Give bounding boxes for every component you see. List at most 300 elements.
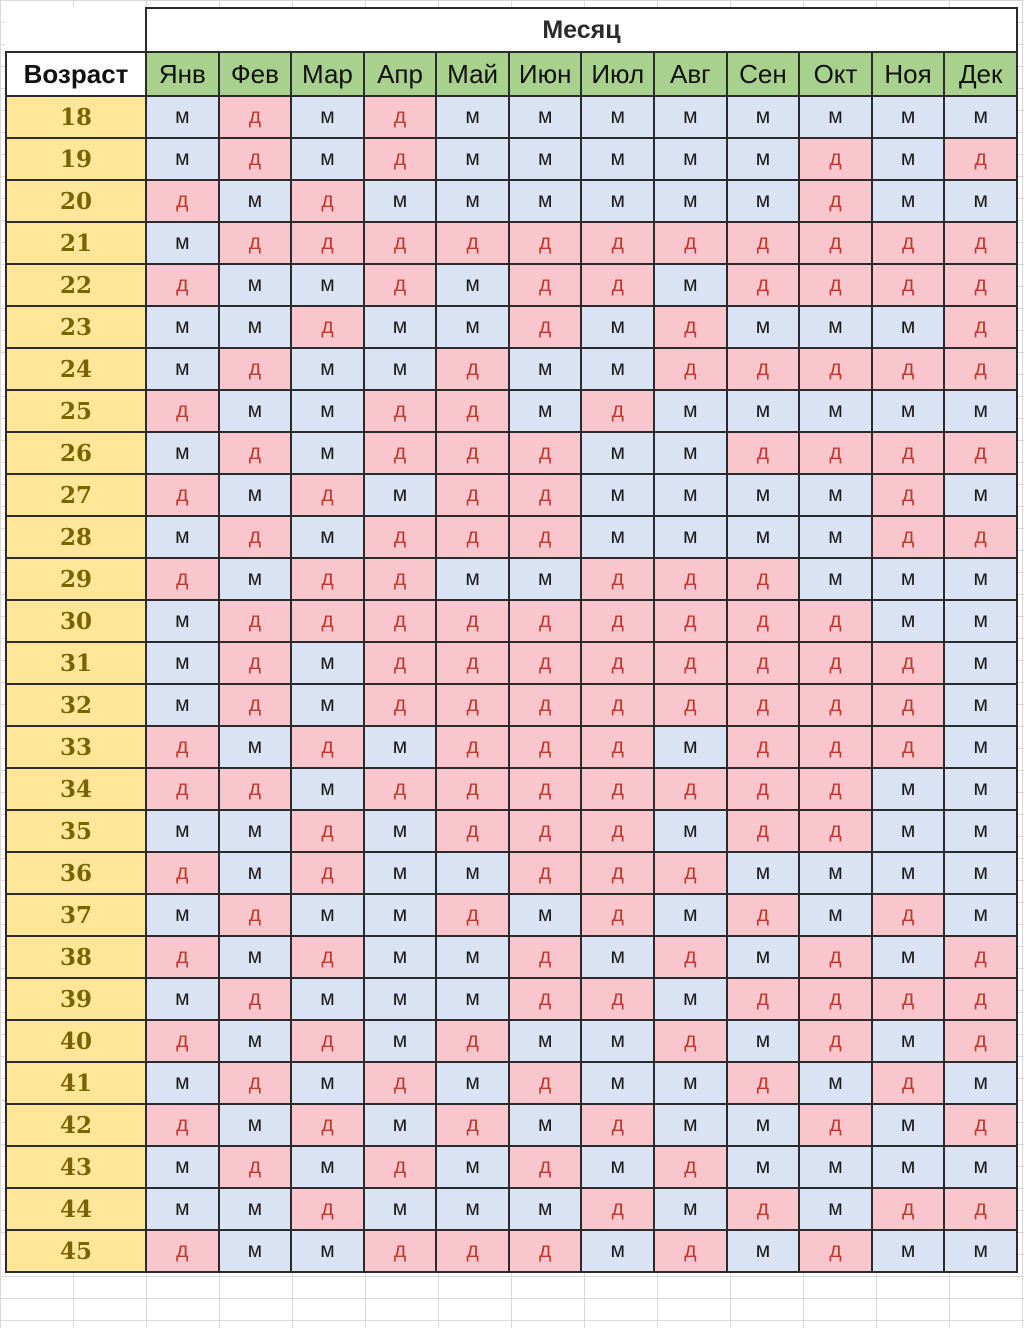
boy-cell[interactable]: м [654,1062,727,1104]
age-cell[interactable]: 35 [6,810,146,852]
girl-cell[interactable]: д [799,1104,872,1146]
boy-cell[interactable]: м [436,180,509,222]
girl-cell[interactable]: д [436,474,509,516]
boy-cell[interactable]: м [727,1146,800,1188]
girl-cell[interactable]: д [872,978,945,1020]
boy-cell[interactable]: м [436,978,509,1020]
girl-cell[interactable]: д [727,1062,800,1104]
girl-cell[interactable]: д [436,222,509,264]
boy-cell[interactable]: м [799,516,872,558]
boy-cell[interactable]: м [727,474,800,516]
girl-cell[interactable]: д [219,894,292,936]
girl-cell[interactable]: д [581,1188,654,1230]
boy-cell[interactable]: м [872,390,945,432]
girl-cell[interactable]: д [581,768,654,810]
age-cell[interactable]: 26 [6,432,146,474]
boy-cell[interactable]: м [219,474,292,516]
girl-cell[interactable]: д [436,390,509,432]
girl-cell[interactable]: д [654,1146,727,1188]
girl-cell[interactable]: д [872,516,945,558]
girl-cell[interactable]: д [581,684,654,726]
age-cell[interactable]: 40 [6,1020,146,1062]
boy-cell[interactable]: м [436,96,509,138]
boy-cell[interactable]: м [944,390,1017,432]
girl-cell[interactable]: д [799,768,872,810]
girl-cell[interactable]: д [581,1104,654,1146]
girl-cell[interactable]: д [799,222,872,264]
girl-cell[interactable]: д [291,1104,364,1146]
boy-cell[interactable]: м [291,684,364,726]
boy-cell[interactable]: м [654,894,727,936]
boy-cell[interactable]: м [146,306,219,348]
boy-cell[interactable]: м [581,432,654,474]
boy-cell[interactable]: м [799,306,872,348]
boy-cell[interactable]: м [872,810,945,852]
girl-cell[interactable]: д [364,1146,437,1188]
boy-cell[interactable]: м [581,1020,654,1062]
boy-cell[interactable]: м [219,558,292,600]
boy-cell[interactable]: м [291,978,364,1020]
boy-cell[interactable]: м [581,306,654,348]
girl-cell[interactable]: д [509,684,582,726]
boy-cell[interactable]: м [146,1146,219,1188]
boy-cell[interactable]: м [146,222,219,264]
boy-cell[interactable]: м [146,600,219,642]
boy-cell[interactable]: м [727,852,800,894]
boy-cell[interactable]: м [872,138,945,180]
boy-cell[interactable]: м [799,1062,872,1104]
boy-cell[interactable]: м [872,558,945,600]
boy-cell[interactable]: м [509,1104,582,1146]
boy-cell[interactable]: м [944,96,1017,138]
girl-cell[interactable]: д [509,474,582,516]
girl-cell[interactable]: д [872,642,945,684]
boy-cell[interactable]: м [872,1104,945,1146]
boy-cell[interactable]: м [364,348,437,390]
girl-cell[interactable]: д [436,516,509,558]
boy-cell[interactable]: м [581,516,654,558]
age-cell[interactable]: 24 [6,348,146,390]
girl-cell[interactable]: д [872,432,945,474]
month-header-9[interactable]: Сен [727,52,800,96]
girl-cell[interactable]: д [364,1230,437,1272]
boy-cell[interactable]: м [799,558,872,600]
boy-cell[interactable]: м [654,1188,727,1230]
girl-cell[interactable]: д [581,894,654,936]
girl-cell[interactable]: д [799,180,872,222]
boy-cell[interactable]: м [364,852,437,894]
girl-cell[interactable]: д [581,558,654,600]
boy-cell[interactable]: м [944,180,1017,222]
girl-cell[interactable]: д [944,222,1017,264]
girl-cell[interactable]: д [146,726,219,768]
boy-cell[interactable]: м [364,1020,437,1062]
boy-cell[interactable]: м [944,810,1017,852]
age-cell[interactable]: 33 [6,726,146,768]
girl-cell[interactable]: д [872,474,945,516]
boy-cell[interactable]: м [291,432,364,474]
age-cell[interactable]: 27 [6,474,146,516]
boy-cell[interactable]: м [436,1188,509,1230]
boy-cell[interactable]: м [727,306,800,348]
boy-cell[interactable]: м [581,936,654,978]
girl-cell[interactable]: д [436,1020,509,1062]
girl-cell[interactable]: д [146,1020,219,1062]
month-header-10[interactable]: Окт [799,52,872,96]
girl-cell[interactable]: д [727,1188,800,1230]
girl-cell[interactable]: д [364,138,437,180]
boy-cell[interactable]: м [436,1146,509,1188]
girl-cell[interactable]: д [219,978,292,1020]
boy-cell[interactable]: м [872,96,945,138]
girl-cell[interactable]: д [799,1230,872,1272]
month-header-1[interactable]: Янв [146,52,219,96]
boy-cell[interactable]: м [944,768,1017,810]
girl-cell[interactable]: д [581,390,654,432]
boy-cell[interactable]: м [509,390,582,432]
girl-cell[interactable]: д [509,1230,582,1272]
boy-cell[interactable]: м [291,894,364,936]
girl-cell[interactable]: д [146,1104,219,1146]
girl-cell[interactable]: д [509,978,582,1020]
girl-cell[interactable]: д [799,642,872,684]
girl-cell[interactable]: д [364,684,437,726]
boy-cell[interactable]: м [581,1230,654,1272]
boy-cell[interactable]: м [509,1020,582,1062]
boy-cell[interactable]: м [872,306,945,348]
boy-cell[interactable]: м [291,264,364,306]
girl-cell[interactable]: д [364,642,437,684]
girl-cell[interactable]: д [219,600,292,642]
boy-cell[interactable]: м [219,180,292,222]
girl-cell[interactable]: д [436,1104,509,1146]
girl-cell[interactable]: д [436,810,509,852]
girl-cell[interactable]: д [509,852,582,894]
boy-cell[interactable]: м [219,1188,292,1230]
boy-cell[interactable]: м [581,474,654,516]
boy-cell[interactable]: м [436,936,509,978]
month-header-11[interactable]: Ноя [872,52,945,96]
boy-cell[interactable]: м [944,852,1017,894]
girl-cell[interactable]: д [727,810,800,852]
boy-cell[interactable]: м [727,1104,800,1146]
girl-cell[interactable]: д [436,1230,509,1272]
girl-cell[interactable]: д [944,936,1017,978]
girl-cell[interactable]: д [727,432,800,474]
girl-cell[interactable]: д [799,348,872,390]
boy-cell[interactable]: м [509,96,582,138]
girl-cell[interactable]: д [219,348,292,390]
girl-cell[interactable]: д [146,1230,219,1272]
girl-cell[interactable]: д [146,474,219,516]
boy-cell[interactable]: м [944,726,1017,768]
girl-cell[interactable]: д [654,600,727,642]
girl-cell[interactable]: д [436,894,509,936]
boy-cell[interactable]: м [364,726,437,768]
girl-cell[interactable]: д [436,768,509,810]
girl-cell[interactable]: д [654,348,727,390]
boy-cell[interactable]: м [219,306,292,348]
girl-cell[interactable]: д [944,264,1017,306]
age-cell[interactable]: 21 [6,222,146,264]
boy-cell[interactable]: м [364,180,437,222]
boy-cell[interactable]: м [219,726,292,768]
girl-cell[interactable]: д [581,852,654,894]
boy-cell[interactable]: м [654,726,727,768]
girl-cell[interactable]: д [219,516,292,558]
girl-cell[interactable]: д [654,1230,727,1272]
girl-cell[interactable]: д [291,852,364,894]
girl-cell[interactable]: д [872,1062,945,1104]
boy-cell[interactable]: м [146,348,219,390]
girl-cell[interactable]: д [146,180,219,222]
boy-cell[interactable]: м [581,180,654,222]
girl-cell[interactable]: д [509,810,582,852]
girl-cell[interactable]: д [581,600,654,642]
girl-cell[interactable]: д [799,810,872,852]
boy-cell[interactable]: м [219,1230,292,1272]
girl-cell[interactable]: д [944,516,1017,558]
girl-cell[interactable]: д [146,936,219,978]
boy-cell[interactable]: м [364,1104,437,1146]
boy-cell[interactable]: м [872,768,945,810]
boy-cell[interactable]: м [654,1104,727,1146]
girl-cell[interactable]: д [291,222,364,264]
girl-cell[interactable]: д [872,1188,945,1230]
girl-cell[interactable]: д [799,138,872,180]
girl-cell[interactable]: д [799,600,872,642]
girl-cell[interactable]: д [146,264,219,306]
girl-cell[interactable]: д [509,516,582,558]
girl-cell[interactable]: д [364,558,437,600]
boy-cell[interactable]: м [364,306,437,348]
girl-cell[interactable]: д [799,432,872,474]
girl-cell[interactable]: д [291,1020,364,1062]
girl-cell[interactable]: д [146,558,219,600]
age-cell[interactable]: 19 [6,138,146,180]
age-cell[interactable]: 29 [6,558,146,600]
girl-cell[interactable]: д [291,810,364,852]
girl-cell[interactable]: д [364,516,437,558]
girl-cell[interactable]: д [291,474,364,516]
girl-cell[interactable]: д [872,222,945,264]
boy-cell[interactable]: м [654,390,727,432]
girl-cell[interactable]: д [581,264,654,306]
boy-cell[interactable]: м [872,936,945,978]
boy-cell[interactable]: м [799,474,872,516]
boy-cell[interactable]: м [581,348,654,390]
girl-cell[interactable]: д [291,600,364,642]
girl-cell[interactable]: д [727,978,800,1020]
boy-cell[interactable]: м [872,1230,945,1272]
girl-cell[interactable]: д [219,768,292,810]
boy-cell[interactable]: м [872,1146,945,1188]
girl-cell[interactable]: д [799,978,872,1020]
boy-cell[interactable]: м [944,600,1017,642]
month-header-5[interactable]: Май [436,52,509,96]
girl-cell[interactable]: д [509,1146,582,1188]
boy-cell[interactable]: м [654,474,727,516]
girl-cell[interactable]: д [509,264,582,306]
boy-cell[interactable]: м [727,180,800,222]
boy-cell[interactable]: м [654,810,727,852]
age-cell[interactable]: 25 [6,390,146,432]
girl-cell[interactable]: д [291,180,364,222]
boy-cell[interactable]: м [291,768,364,810]
boy-cell[interactable]: м [581,138,654,180]
girl-cell[interactable]: д [944,1104,1017,1146]
age-cell[interactable]: 22 [6,264,146,306]
girl-cell[interactable]: д [219,222,292,264]
boy-cell[interactable]: м [727,516,800,558]
age-cell[interactable]: 23 [6,306,146,348]
girl-cell[interactable]: д [364,768,437,810]
boy-cell[interactable]: м [872,852,945,894]
girl-cell[interactable]: д [872,894,945,936]
boy-cell[interactable]: м [291,1062,364,1104]
girl-cell[interactable]: д [944,306,1017,348]
boy-cell[interactable]: м [219,1104,292,1146]
girl-cell[interactable]: д [509,432,582,474]
boy-cell[interactable]: м [364,936,437,978]
girl-cell[interactable]: д [872,684,945,726]
boy-cell[interactable]: м [799,1146,872,1188]
month-header-7[interactable]: Июл [581,52,654,96]
boy-cell[interactable]: м [146,642,219,684]
boy-cell[interactable]: м [509,558,582,600]
age-cell[interactable]: 20 [6,180,146,222]
girl-cell[interactable]: д [872,348,945,390]
boy-cell[interactable]: м [727,936,800,978]
boy-cell[interactable]: м [654,264,727,306]
boy-cell[interactable]: м [146,894,219,936]
girl-cell[interactable]: д [291,726,364,768]
age-cell[interactable]: 36 [6,852,146,894]
girl-cell[interactable]: д [872,726,945,768]
girl-cell[interactable]: д [944,978,1017,1020]
boy-cell[interactable]: м [944,1230,1017,1272]
boy-cell[interactable]: м [872,1020,945,1062]
girl-cell[interactable]: д [219,642,292,684]
girl-cell[interactable]: д [799,1020,872,1062]
age-cell[interactable]: 32 [6,684,146,726]
girl-cell[interactable]: д [436,432,509,474]
boy-cell[interactable]: м [727,138,800,180]
boy-cell[interactable]: м [944,1146,1017,1188]
age-cell[interactable]: 30 [6,600,146,642]
girl-cell[interactable]: д [436,684,509,726]
girl-cell[interactable]: д [364,96,437,138]
girl-cell[interactable]: д [654,1020,727,1062]
boy-cell[interactable]: м [146,1188,219,1230]
month-header-4[interactable]: Апр [364,52,437,96]
girl-cell[interactable]: д [291,558,364,600]
boy-cell[interactable]: м [654,978,727,1020]
boy-cell[interactable]: м [944,894,1017,936]
boy-cell[interactable]: м [291,138,364,180]
boy-cell[interactable]: м [509,1188,582,1230]
boy-cell[interactable]: м [509,180,582,222]
boy-cell[interactable]: м [364,810,437,852]
age-cell[interactable]: 18 [6,96,146,138]
girl-cell[interactable]: д [944,432,1017,474]
girl-cell[interactable]: д [727,726,800,768]
girl-cell[interactable]: д [654,558,727,600]
girl-cell[interactable]: д [291,936,364,978]
boy-cell[interactable]: м [581,1146,654,1188]
boy-cell[interactable]: м [291,348,364,390]
age-cell[interactable]: 31 [6,642,146,684]
boy-cell[interactable]: м [799,96,872,138]
boy-cell[interactable]: м [944,474,1017,516]
girl-cell[interactable]: д [146,768,219,810]
boy-cell[interactable]: м [727,390,800,432]
girl-cell[interactable]: д [219,96,292,138]
month-header-12[interactable]: Дек [944,52,1017,96]
girl-cell[interactable]: д [799,726,872,768]
boy-cell[interactable]: м [581,1062,654,1104]
girl-cell[interactable]: д [727,642,800,684]
boy-cell[interactable]: м [509,138,582,180]
girl-cell[interactable]: д [654,936,727,978]
boy-cell[interactable]: м [436,306,509,348]
boy-cell[interactable]: м [727,1230,800,1272]
age-cell[interactable]: 37 [6,894,146,936]
boy-cell[interactable]: м [799,1188,872,1230]
girl-cell[interactable]: д [509,642,582,684]
girl-cell[interactable]: д [581,642,654,684]
age-cell[interactable]: 43 [6,1146,146,1188]
boy-cell[interactable]: м [436,852,509,894]
girl-cell[interactable]: д [146,852,219,894]
boy-cell[interactable]: м [291,1146,364,1188]
girl-cell[interactable]: д [654,684,727,726]
age-cell[interactable]: 34 [6,768,146,810]
boy-cell[interactable]: м [872,600,945,642]
boy-cell[interactable]: м [291,516,364,558]
boy-cell[interactable]: м [146,1062,219,1104]
boy-cell[interactable]: м [727,1020,800,1062]
month-header-6[interactable]: Июн [509,52,582,96]
girl-cell[interactable]: д [364,222,437,264]
girl-cell[interactable]: д [509,600,582,642]
boy-cell[interactable]: м [291,1230,364,1272]
age-cell[interactable]: 39 [6,978,146,1020]
girl-cell[interactable]: д [436,348,509,390]
boy-cell[interactable]: м [146,138,219,180]
girl-cell[interactable]: д [654,222,727,264]
boy-cell[interactable]: м [364,474,437,516]
girl-cell[interactable]: д [654,768,727,810]
girl-cell[interactable]: д [799,264,872,306]
girl-cell[interactable]: д [944,1188,1017,1230]
girl-cell[interactable]: д [727,894,800,936]
girl-cell[interactable]: д [219,684,292,726]
girl-cell[interactable]: д [146,390,219,432]
girl-cell[interactable]: д [727,600,800,642]
month-header-2[interactable]: Фев [219,52,292,96]
girl-cell[interactable]: д [291,1188,364,1230]
girl-cell[interactable]: д [509,726,582,768]
boy-cell[interactable]: м [509,894,582,936]
girl-cell[interactable]: д [291,306,364,348]
girl-cell[interactable]: д [219,138,292,180]
boy-cell[interactable]: м [219,264,292,306]
month-header-8[interactable]: Авг [654,52,727,96]
boy-cell[interactable]: м [436,264,509,306]
boy-cell[interactable]: м [146,516,219,558]
boy-cell[interactable]: м [944,558,1017,600]
